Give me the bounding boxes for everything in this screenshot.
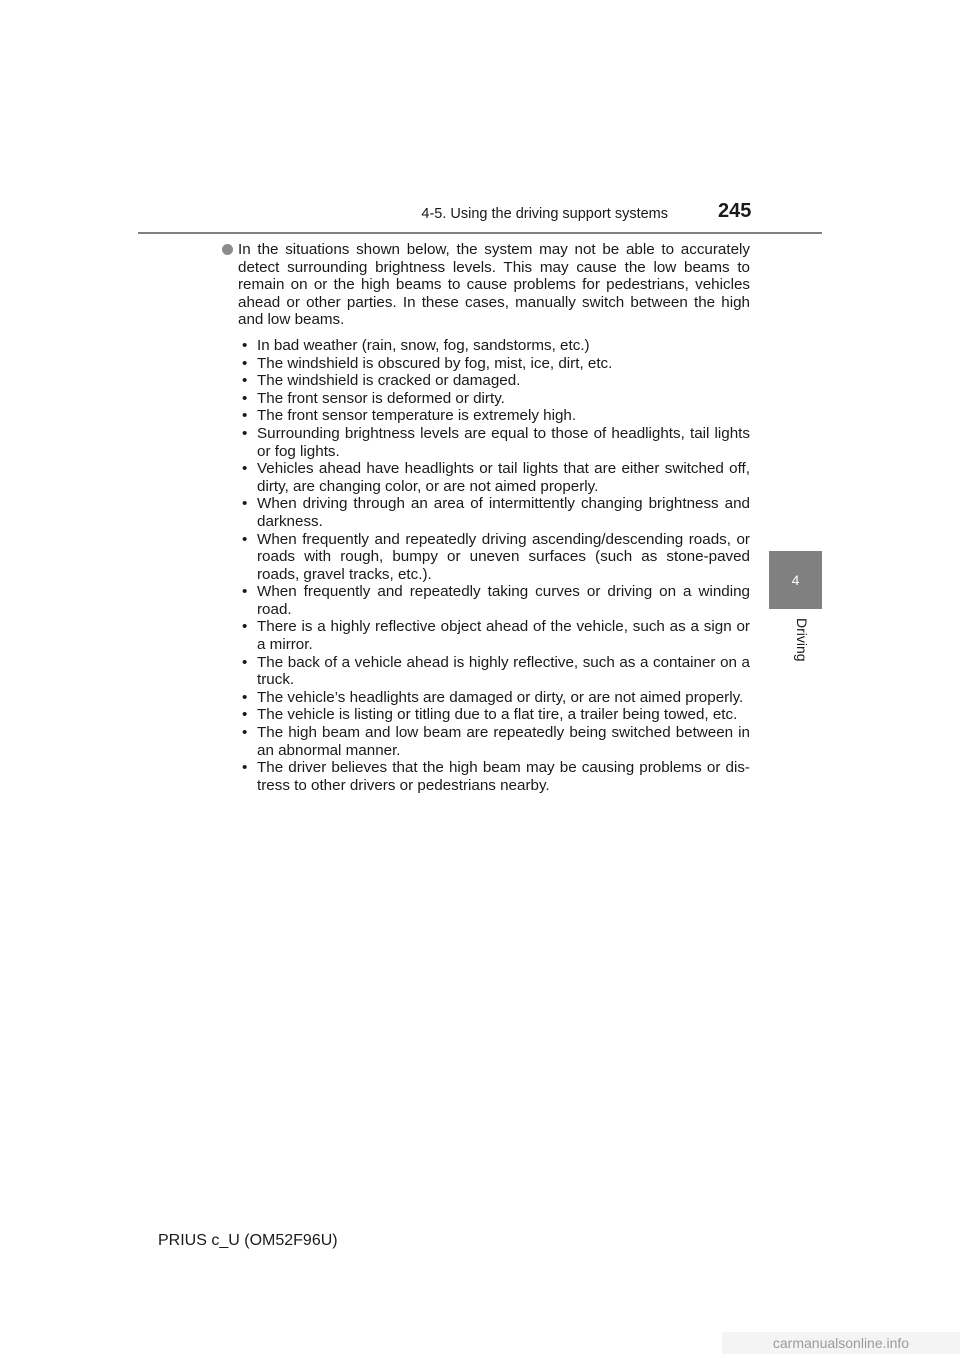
round-bullet-icon: [222, 244, 233, 255]
list-item: • The driver believes that the high beam may be causing problems or dis-tress to other drivers or pedestrians nearby.: [242, 759, 750, 794]
list-item: • The vehicle is listing or titling due to a flat tire, a trailer being towed, etc.: [242, 706, 750, 724]
chapter-tab-label: Driving: [794, 618, 810, 662]
header-divider: [138, 232, 822, 234]
list-item: • The vehicle’s headlights are damaged or dirty, or are not aimed properly.: [242, 689, 750, 707]
list-item: • The windshield is obscured by fog, mist, ice, dirt, etc.: [242, 355, 750, 373]
page-number: 245: [718, 200, 752, 222]
list-item: • The front sensor is deformed or dirty.: [242, 390, 750, 408]
list-item: • The back of a vehicle ahead is highly reflective, such as a container on a truck.: [242, 654, 750, 689]
chapter-tab-number: 4: [791, 572, 800, 588]
list-item: • The windshield is cracked or damaged.: [242, 372, 750, 390]
conditions-list: [220, 337, 750, 794]
list-item: • There is a highly reflective object ahead of the vehicle, such as a sign or a mirror.: [242, 618, 750, 653]
list-item: • When driving through an area of intermittently changing brightness and darkness.: [242, 495, 750, 530]
list-item: • Surrounding brightness levels are equal to those of headlights, tail lights or fog lights.: [242, 425, 750, 460]
list-item: • In bad weather (rain, snow, fog, sandstorms, etc.): [242, 337, 750, 355]
list-item: • When frequently and repeatedly driving ascending/descending roads, or roads with rough, bumpy or uneven surfaces (such as stone-paved roads, gravel tracks, etc.).: [242, 531, 750, 584]
main-content: [220, 241, 750, 794]
section-title: 4-5. Using the driving support systems: [421, 206, 668, 222]
list-item: • Vehicles ahead have headlights or tail lights that are either switched off, dirty, are changing color, or are not aimed properly.: [242, 460, 750, 495]
intro-paragraph: [220, 241, 750, 329]
watermark[interactable]: carmanualsonline.info: [722, 1332, 960, 1354]
model-code: PRIUS c_U (OM52F96U): [158, 1232, 338, 1249]
list-item: • When frequently and repeatedly taking curves or driving on a winding road.: [242, 583, 750, 618]
list-item: • The front sensor temperature is extremely high.: [242, 407, 750, 425]
list-item: • The high beam and low beam are repeatedly being switched between in an abnormal manner.: [242, 724, 750, 759]
intro-text: In the situations shown below, the system may not be able to accurately detect surrounding brightness levels. This may cause the low beams to remain on or the high beams to cause problems for pedestrians, vehicles ahead or other parties. In these cases, manually switch between the high and low beams.: [238, 241, 750, 329]
chapter-tab[interactable]: [769, 551, 822, 609]
